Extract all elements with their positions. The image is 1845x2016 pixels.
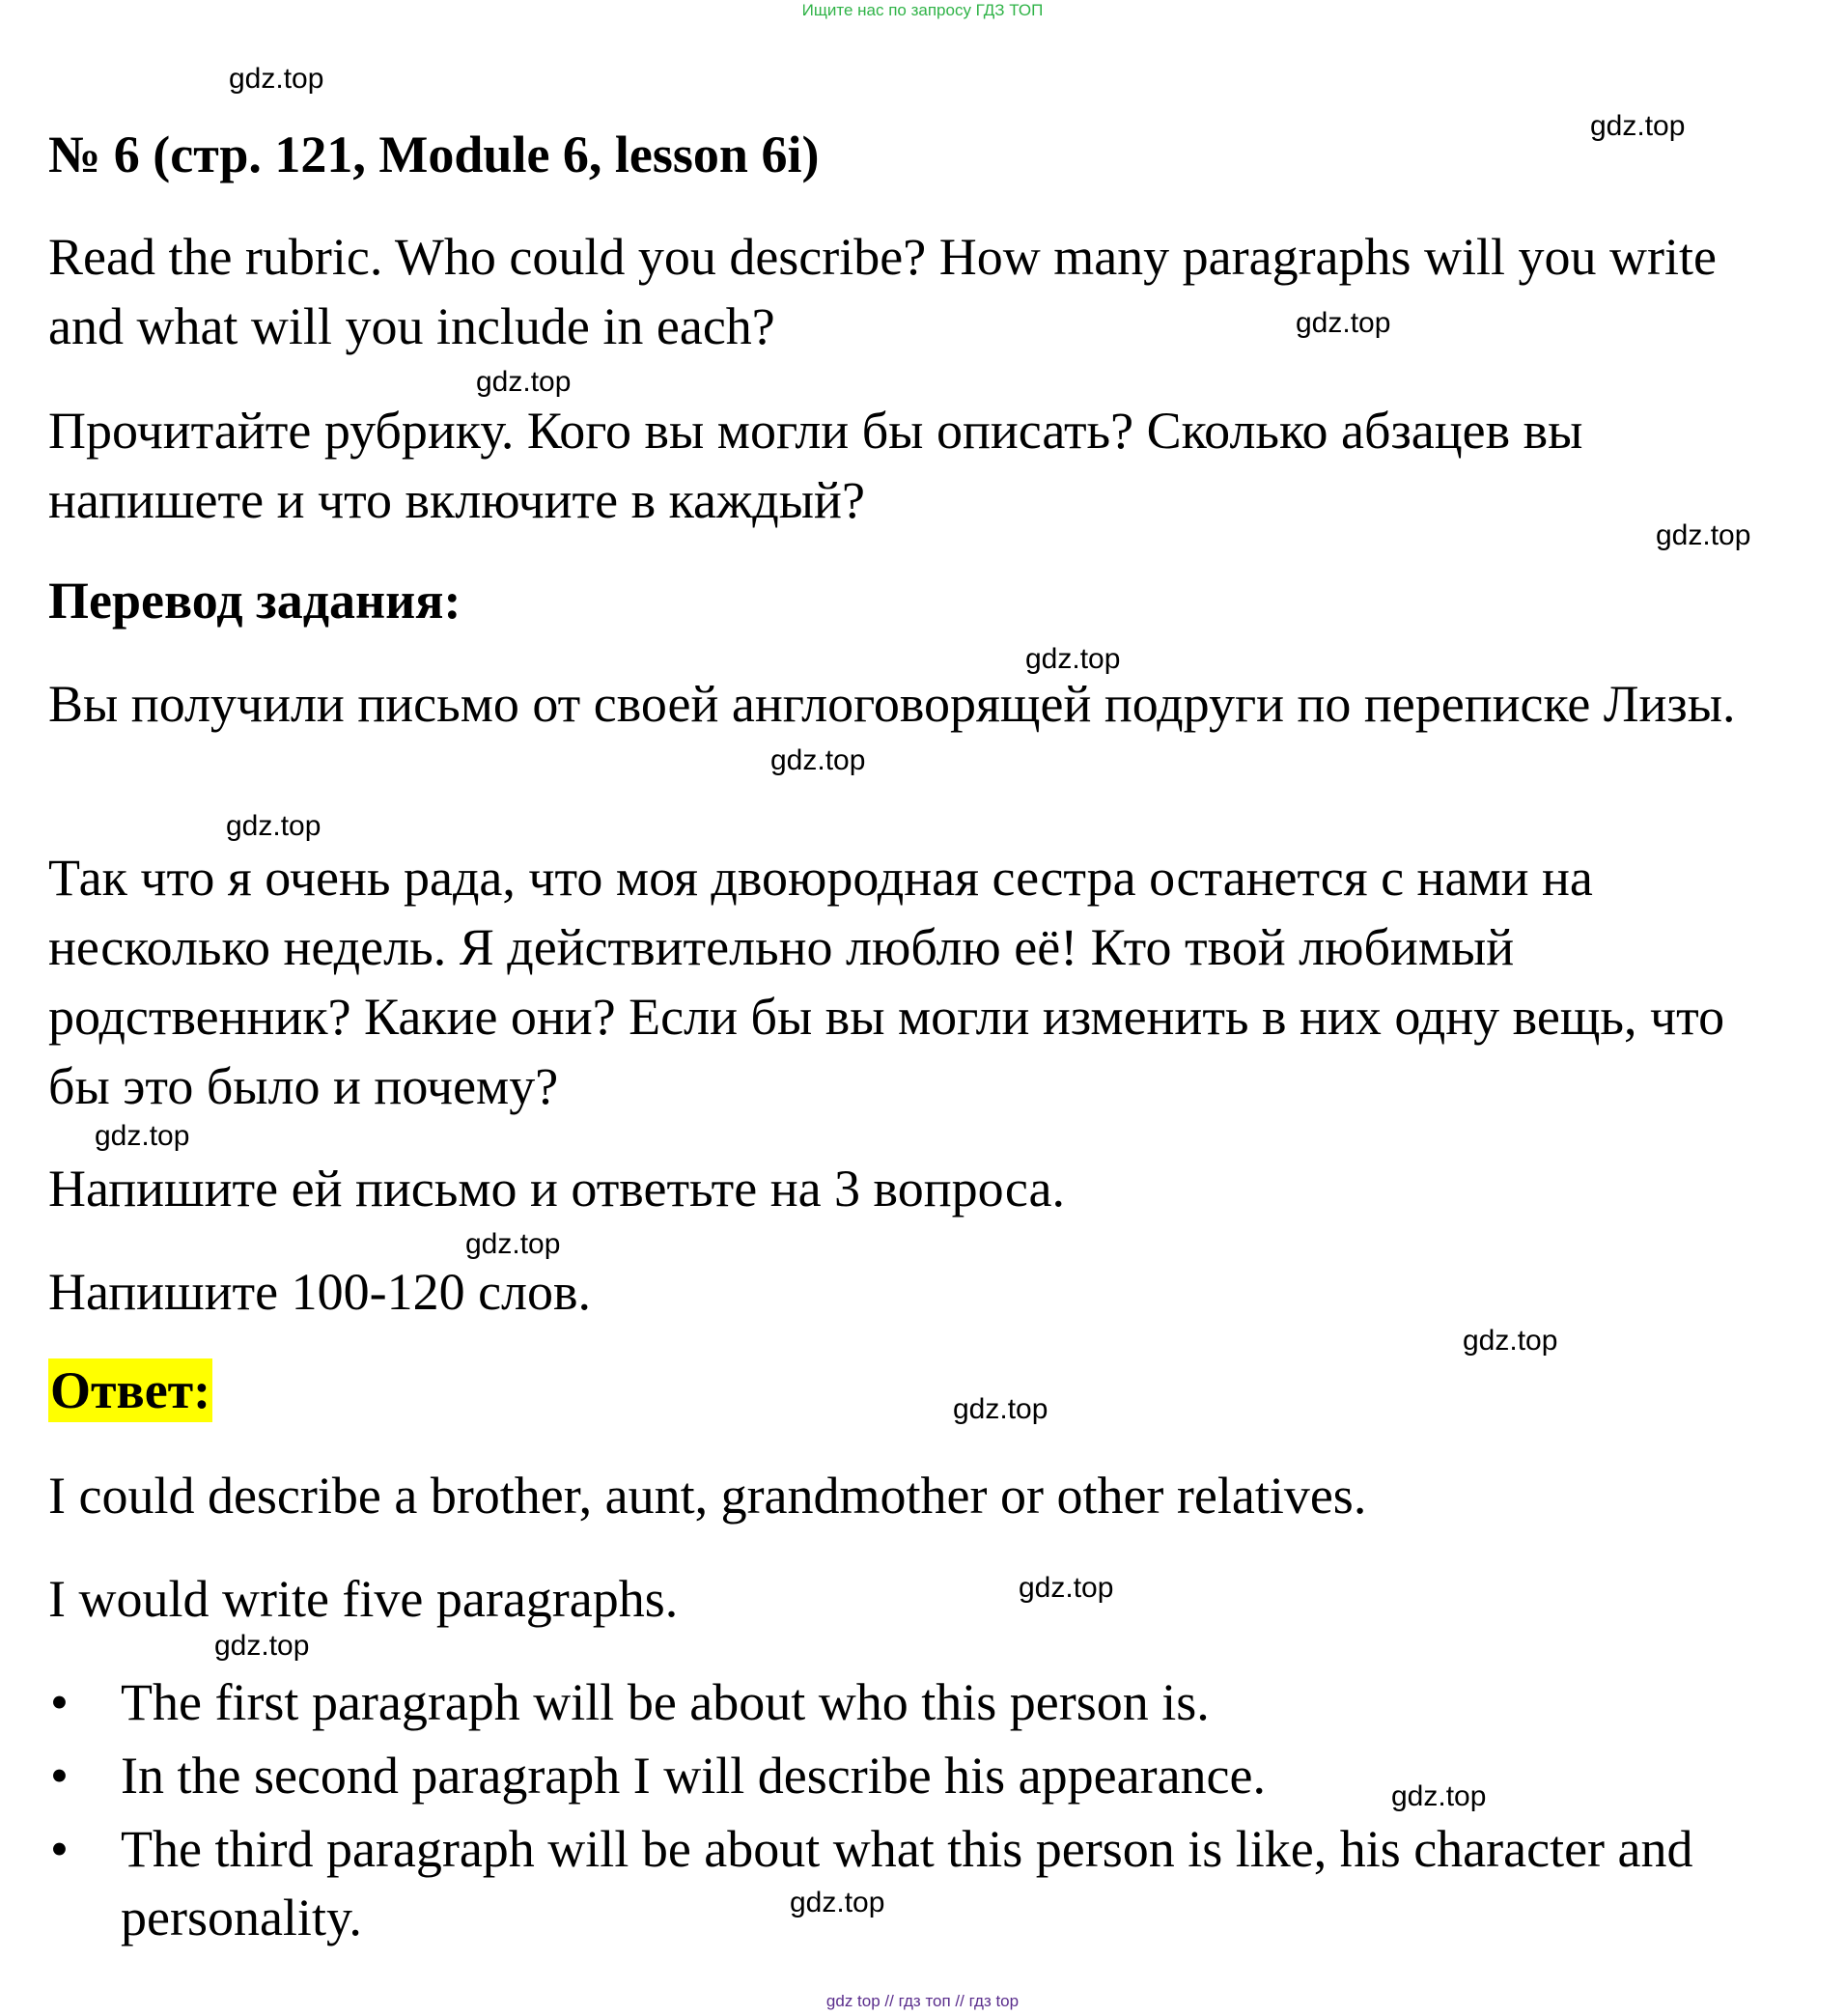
answer-paragraph-1: I could describe a brother, aunt, grandmother or other relatives. (48, 1467, 1367, 1525)
translation-paragraph-4: Напишите 100-120 слов. (48, 1263, 591, 1321)
watermark: gdz.top (953, 1393, 1048, 1425)
bullet-text: The first paragraph will be about who this person is. (121, 1673, 1210, 1731)
bullet-text: The third paragraph will be about what this person is like, his character and personality. (121, 1820, 1693, 1946)
page-title: № 6 (стр. 121, Module 6, lesson 6i) (48, 126, 820, 183)
watermark: gdz.top (1590, 110, 1686, 142)
task-russian: Прочитайте рубрику. Кого вы могли бы описать? Сколько абзацев вы напишете и что включите в каждый? (48, 402, 1583, 529)
translation-paragraph-2: Так что я очень рада, что моя двоюродная сестра останется с нами на несколько недель. Я действительно люблю её! Кто твой любимый родственник? Какие они? Если бы вы могли изменить в них одну вещь, что бы это было и почему? (48, 849, 1725, 1115)
watermark: gdz.top (476, 366, 572, 398)
bullet-icon: • (50, 1673, 69, 1731)
task-english: Read the rubric. Who could you describe? How many paragraphs will you write and what will you include in each? (48, 228, 1717, 355)
footer: gdz top // гдз топ // гдз top (825, 1992, 1020, 2010)
list-item (48, 1668, 1747, 1737)
watermark: gdz.top (1391, 1780, 1487, 1812)
list-item (48, 1815, 1747, 1952)
watermark: gdz.top (1463, 1325, 1558, 1357)
answer-paragraph-2: I would write five paragraphs. (48, 1570, 679, 1628)
watermark: gdz.top (214, 1630, 310, 1662)
watermark: gdz.top (226, 810, 321, 842)
bullet-icon: • (50, 1747, 69, 1805)
watermark: gdz.top (770, 744, 866, 776)
bullet-text: In the second paragraph I will describe his appearance. (121, 1747, 1266, 1805)
watermark: gdz.top (1019, 1572, 1114, 1604)
translation-heading: Перевод задания: (48, 572, 461, 630)
watermark: gdz.top (790, 1887, 885, 1918)
list-item (48, 1742, 1747, 1810)
answer-label: Ответ: (48, 1358, 212, 1422)
watermark: gdz.top (1656, 519, 1751, 551)
bullet-icon: • (50, 1820, 69, 1878)
watermark: gdz.top (1025, 643, 1121, 675)
translation-paragraph-1: Вы получили письмо от своей англоговорящей подруги по переписке Лизы. (48, 675, 1736, 733)
translation-paragraph-3: Напишите ей письмо и ответьте на 3 вопроса. (48, 1160, 1066, 1218)
top-banner: Ищите нас по запросу ГДЗ ТОП (801, 1, 1044, 19)
watermark: gdz.top (95, 1120, 190, 1152)
watermark: gdz.top (229, 63, 324, 95)
answer-bullet-list (48, 1668, 1747, 1957)
watermark: gdz.top (465, 1228, 561, 1260)
watermark: gdz.top (1296, 307, 1391, 339)
